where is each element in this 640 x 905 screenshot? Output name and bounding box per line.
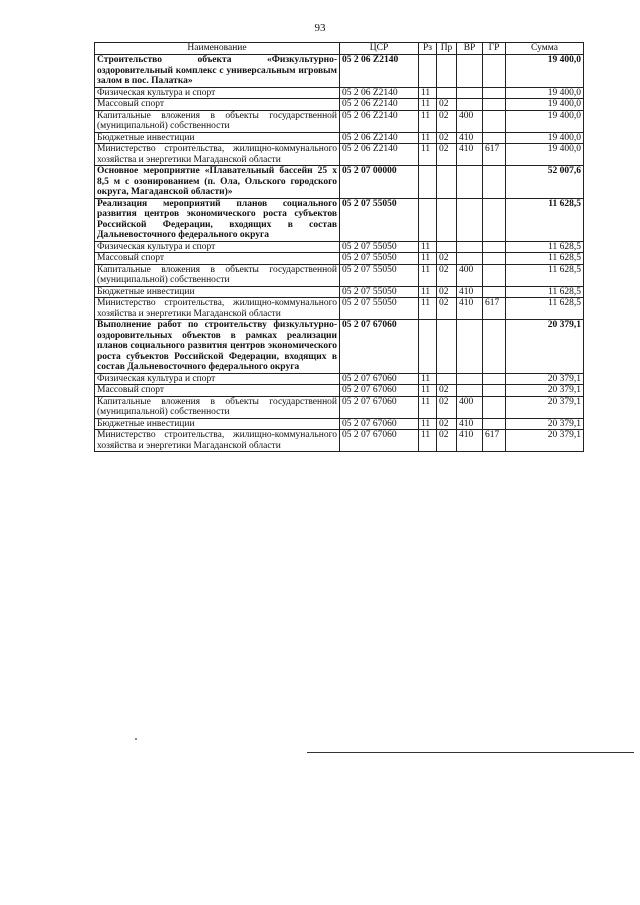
cell-pr bbox=[437, 320, 457, 374]
cell-gr bbox=[483, 110, 506, 132]
cell-pr bbox=[437, 373, 457, 385]
table-row bbox=[95, 418, 584, 430]
cell-gr bbox=[483, 198, 506, 241]
cell-rz bbox=[419, 55, 437, 88]
cell-csr: 05 2 07 67060 bbox=[340, 385, 419, 397]
cell-vr bbox=[457, 373, 483, 385]
cell-name: Капитальные вложения в объекты государственной (муниципальной) собственности bbox=[95, 264, 340, 286]
cell-pr: 02 bbox=[437, 418, 457, 430]
cell-sum: 52 007,6 bbox=[506, 166, 584, 199]
cell-pr: 02 bbox=[437, 286, 457, 298]
cell-pr: 02 bbox=[437, 430, 457, 452]
footer-rule bbox=[307, 752, 634, 753]
cell-csr: 05 2 07 55050 bbox=[340, 264, 419, 286]
cell-rz: 11 bbox=[419, 264, 437, 286]
table-row bbox=[95, 286, 584, 298]
cell-pr: 02 bbox=[437, 99, 457, 111]
cell-gr: 617 bbox=[483, 298, 506, 320]
cell-sum: 19 400,0 bbox=[506, 144, 584, 166]
cell-gr bbox=[483, 264, 506, 286]
cell-sum: 20 379,1 bbox=[506, 430, 584, 452]
cell-pr bbox=[437, 55, 457, 88]
table-row bbox=[95, 320, 584, 374]
cell-name: Массовый спорт bbox=[95, 99, 340, 111]
cell-gr bbox=[483, 253, 506, 265]
cell-name: Массовый спорт bbox=[95, 385, 340, 397]
cell-pr: 02 bbox=[437, 396, 457, 418]
cell-rz bbox=[419, 166, 437, 199]
cell-sum: 11 628,5 bbox=[506, 241, 584, 253]
cell-vr: 400 bbox=[457, 110, 483, 132]
cell-vr: 410 bbox=[457, 144, 483, 166]
cell-rz: 11 bbox=[419, 298, 437, 320]
cell-vr bbox=[457, 320, 483, 374]
cell-csr: 05 2 06 Z2140 bbox=[340, 144, 419, 166]
cell-csr: 05 2 07 67060 bbox=[340, 320, 419, 374]
header-name: Наименование bbox=[95, 43, 340, 55]
cell-name: Выполнение работ по строительству физкультурно-оздоровительных объектов в рамках реализации планов социального развития центров экономического роста субъектов Российской Федерации, входящих в состав Дальневосточного федерального округа bbox=[95, 320, 340, 374]
header-gr: ГР bbox=[483, 43, 506, 55]
cell-gr bbox=[483, 396, 506, 418]
cell-name: Министерство строительства, жилищно-коммунального хозяйства и энергетики Магаданской области bbox=[95, 144, 340, 166]
cell-sum: 19 400,0 bbox=[506, 55, 584, 88]
table-row bbox=[95, 253, 584, 265]
table-row bbox=[95, 166, 584, 199]
cell-sum: 19 400,0 bbox=[506, 132, 584, 144]
cell-vr: 410 bbox=[457, 132, 483, 144]
cell-rz: 11 bbox=[419, 396, 437, 418]
cell-rz: 11 bbox=[419, 132, 437, 144]
cell-pr: 02 bbox=[437, 144, 457, 166]
table-row bbox=[95, 87, 584, 99]
cell-csr: 05 2 07 55050 bbox=[340, 198, 419, 241]
cell-csr: 05 2 07 67060 bbox=[340, 418, 419, 430]
header-sum: Сумма bbox=[506, 43, 584, 55]
cell-sum: 11 628,5 bbox=[506, 198, 584, 241]
cell-vr bbox=[457, 55, 483, 88]
cell-pr: 02 bbox=[437, 110, 457, 132]
cell-vr: 410 bbox=[457, 430, 483, 452]
table-row bbox=[95, 132, 584, 144]
cell-gr bbox=[483, 132, 506, 144]
cell-csr: 05 2 06 Z2140 bbox=[340, 110, 419, 132]
cell-gr bbox=[483, 99, 506, 111]
table-row bbox=[95, 144, 584, 166]
cell-pr bbox=[437, 87, 457, 99]
header-rz: Рз bbox=[419, 43, 437, 55]
table-row bbox=[95, 373, 584, 385]
cell-vr: 400 bbox=[457, 396, 483, 418]
table-row bbox=[95, 99, 584, 111]
cell-pr bbox=[437, 198, 457, 241]
cell-sum: 19 400,0 bbox=[506, 99, 584, 111]
table-row bbox=[95, 264, 584, 286]
cell-gr bbox=[483, 320, 506, 374]
cell-csr: 05 2 07 67060 bbox=[340, 430, 419, 452]
page-number: 93 bbox=[314, 22, 326, 34]
cell-rz: 11 bbox=[419, 110, 437, 132]
cell-vr: 410 bbox=[457, 418, 483, 430]
cell-csr: 05 2 06 Z2140 bbox=[340, 132, 419, 144]
cell-sum: 20 379,1 bbox=[506, 418, 584, 430]
cell-sum: 20 379,1 bbox=[506, 373, 584, 385]
cell-name: Министерство строительства, жилищно-коммунального хозяйства и энергетики Магаданской области bbox=[95, 430, 340, 452]
cell-sum: 20 379,1 bbox=[506, 396, 584, 418]
cell-rz: 11 bbox=[419, 253, 437, 265]
cell-gr bbox=[483, 55, 506, 88]
table-row bbox=[95, 298, 584, 320]
cell-rz: 11 bbox=[419, 385, 437, 397]
cell-name: Министерство строительства, жилищно-коммунального хозяйства и энергетики Магаданской области bbox=[95, 298, 340, 320]
table-row bbox=[95, 430, 584, 452]
cell-gr bbox=[483, 286, 506, 298]
table-row bbox=[95, 396, 584, 418]
table-header-row bbox=[95, 43, 584, 55]
cell-gr: 617 bbox=[483, 144, 506, 166]
cell-gr bbox=[483, 373, 506, 385]
cell-csr: 05 2 06 Z2140 bbox=[340, 55, 419, 88]
table-row bbox=[95, 55, 584, 88]
cell-vr bbox=[457, 241, 483, 253]
cell-name: Массовый спорт bbox=[95, 253, 340, 265]
cell-rz: 11 bbox=[419, 373, 437, 385]
cell-pr: 02 bbox=[437, 385, 457, 397]
cell-vr bbox=[457, 385, 483, 397]
cell-sum: 19 400,0 bbox=[506, 87, 584, 99]
cell-gr bbox=[483, 418, 506, 430]
cell-pr: 02 bbox=[437, 298, 457, 320]
cell-gr: 617 bbox=[483, 430, 506, 452]
cell-vr bbox=[457, 198, 483, 241]
cell-name: Физическая культура и спорт bbox=[95, 87, 340, 99]
cell-rz bbox=[419, 320, 437, 374]
cell-pr: 02 bbox=[437, 253, 457, 265]
cell-name: Бюджетные инвестиции bbox=[95, 286, 340, 298]
cell-sum: 19 400,0 bbox=[506, 110, 584, 132]
cell-rz: 11 bbox=[419, 87, 437, 99]
cell-csr: 05 2 07 67060 bbox=[340, 396, 419, 418]
cell-gr bbox=[483, 87, 506, 99]
cell-csr: 05 2 07 55050 bbox=[340, 298, 419, 320]
header-pr: Пр bbox=[437, 43, 457, 55]
header-csr: ЦСР bbox=[340, 43, 419, 55]
cell-rz: 11 bbox=[419, 286, 437, 298]
cell-rz: 11 bbox=[419, 430, 437, 452]
cell-name: Капитальные вложения в объекты государственной (муниципальной) собственности bbox=[95, 110, 340, 132]
table-row bbox=[95, 241, 584, 253]
cell-csr: 05 2 06 Z2140 bbox=[340, 87, 419, 99]
cell-sum: 11 628,5 bbox=[506, 286, 584, 298]
cell-gr bbox=[483, 385, 506, 397]
table-row bbox=[95, 110, 584, 132]
scan-artifact bbox=[135, 738, 137, 740]
cell-csr: 05 2 07 55050 bbox=[340, 241, 419, 253]
cell-pr bbox=[437, 166, 457, 199]
cell-pr: 02 bbox=[437, 132, 457, 144]
cell-gr bbox=[483, 241, 506, 253]
cell-csr: 05 2 06 Z2140 bbox=[340, 99, 419, 111]
cell-pr bbox=[437, 241, 457, 253]
cell-vr: 410 bbox=[457, 286, 483, 298]
cell-rz: 11 bbox=[419, 144, 437, 166]
cell-name: Физическая культура и спорт bbox=[95, 373, 340, 385]
cell-vr: 410 bbox=[457, 298, 483, 320]
cell-sum: 20 379,1 bbox=[506, 320, 584, 374]
cell-sum: 11 628,5 bbox=[506, 264, 584, 286]
cell-vr bbox=[457, 166, 483, 199]
cell-name: Бюджетные инвестиции bbox=[95, 132, 340, 144]
cell-csr: 05 2 07 55050 bbox=[340, 286, 419, 298]
cell-name: Капитальные вложения в объекты государственной (муниципальной) собственности bbox=[95, 396, 340, 418]
cell-vr bbox=[457, 253, 483, 265]
header-vr: ВР bbox=[457, 43, 483, 55]
cell-rz bbox=[419, 198, 437, 241]
cell-pr: 02 bbox=[437, 264, 457, 286]
cell-name: Основное мероприятие «Плавательный бассейн 25 х 8,5 м с озонированием (п. Ола, Ольского городского округа, Магаданской области)» bbox=[95, 166, 340, 199]
cell-name: Реализация мероприятий планов социального развития центров экономического роста субъектов Российской Федерации, входящих в состав Дальневосточного федерального округа bbox=[95, 198, 340, 241]
table-row bbox=[95, 198, 584, 241]
cell-name: Бюджетные инвестиции bbox=[95, 418, 340, 430]
cell-csr: 05 2 07 67060 bbox=[340, 373, 419, 385]
cell-vr: 400 bbox=[457, 264, 483, 286]
cell-name: Строительство объекта «Физкультурно-оздоровительный комплекс с универсальным игровым залом в пос. Палатка» bbox=[95, 55, 340, 88]
cell-gr bbox=[483, 166, 506, 199]
cell-sum: 11 628,5 bbox=[506, 253, 584, 265]
cell-name: Физическая культура и спорт bbox=[95, 241, 340, 253]
cell-vr bbox=[457, 87, 483, 99]
cell-rz: 11 bbox=[419, 241, 437, 253]
cell-csr: 05 2 07 55050 bbox=[340, 253, 419, 265]
cell-rz: 11 bbox=[419, 99, 437, 111]
cell-sum: 20 379,1 bbox=[506, 385, 584, 397]
budget-table bbox=[94, 42, 584, 452]
cell-sum: 11 628,5 bbox=[506, 298, 584, 320]
cell-csr: 05 2 07 00000 bbox=[340, 166, 419, 199]
table-body bbox=[95, 55, 584, 452]
table-row bbox=[95, 385, 584, 397]
cell-vr bbox=[457, 99, 483, 111]
cell-rz: 11 bbox=[419, 418, 437, 430]
